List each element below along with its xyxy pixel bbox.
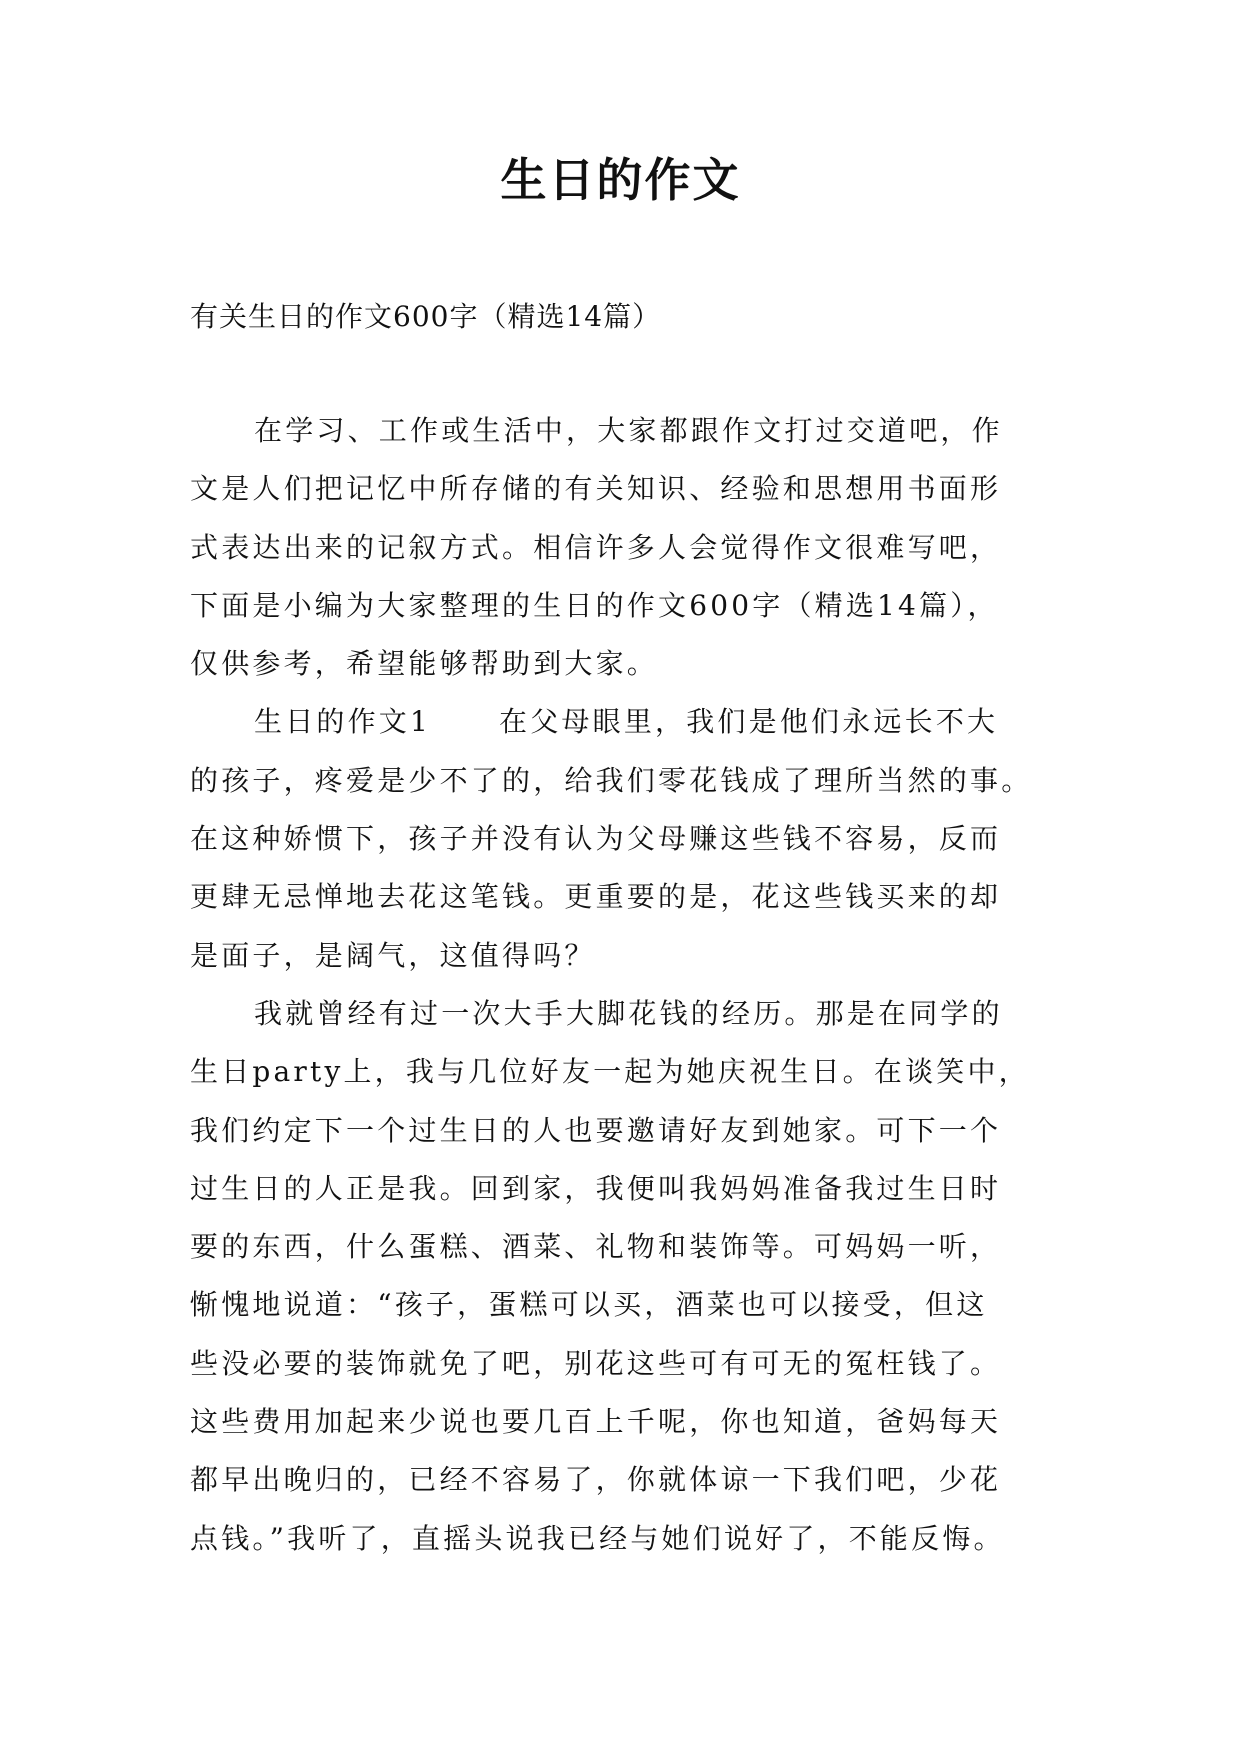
body-line: 仅供参考，希望能够帮助到大家。: [190, 647, 659, 681]
body-line: 式表达出来的记叙方式。相信许多人会觉得作文很难写吧，: [190, 530, 1002, 564]
document-subtitle: 有关生日的作文600字（精选14篇）: [190, 300, 662, 333]
document-title: 生日的作文: [500, 153, 741, 207]
body-line: 下面是小编为大家整理的生日的作文600字（精选14篇），: [190, 588, 999, 622]
body-line: 我们约定下一个过生日的人也要邀请好友到她家。可下一个: [190, 1113, 1002, 1147]
body-line: 文是人们把记忆中所存储的有关知识、经验和思想用书面形: [190, 472, 1002, 506]
body-line: 惭愧地说道：“孩子，蛋糕可以买，酒菜也可以接受，但这: [190, 1288, 988, 1322]
body-line: 要的东西，什么蛋糕、酒菜、礼物和装饰等。可妈妈一听，: [190, 1230, 1002, 1264]
body-line: 生日party上，我与几位好友一起为她庆祝生日。在谈笑中，: [190, 1055, 1030, 1089]
body-line: 在父母眼里，我们是他们永远长不大: [499, 705, 999, 739]
body-line: 这些费用加起来少说也要几百上千呢，你也知道，爸妈每天: [190, 1405, 1002, 1439]
section-heading-line: [190, 693, 1050, 751]
document-body: [190, 402, 1050, 1568]
body-line: 些没必要的装饰就免了吧，别花这些可有可无的冤枉钱了。: [190, 1346, 1002, 1380]
body-line: 过生日的人正是我。回到家，我便叫我妈妈准备我过生日时: [190, 1171, 1002, 1205]
body-line: 是面子，是阔气，这值得吗？: [190, 938, 596, 972]
body-line: 都早出晚归的，已经不容易了，你就体谅一下我们吧，少花: [190, 1463, 1002, 1497]
body-line: 更肆无忌惮地去花这笔钱。更重要的是，花这些钱买来的却: [190, 880, 1002, 914]
body-line: 点钱。”我听了，直摇头说我已经与她们说好了，不能反悔。: [190, 1521, 1005, 1555]
body-line: 的孩子，疼爱是少不了的，给我们零花钱成了理所当然的事。: [190, 763, 1033, 797]
body-line: 在学习、工作或生活中，大家都跟作文打过交道吧，作: [254, 414, 1003, 447]
body-line: 在这种娇惯下，孩子并没有认为父母赚这些钱不容易，反而: [190, 822, 1002, 856]
body-line: 我就曾经有过一次大手大脚花钱的经历。那是在同学的: [254, 996, 1003, 1030]
section-heading: 生日的作文1: [254, 705, 432, 739]
